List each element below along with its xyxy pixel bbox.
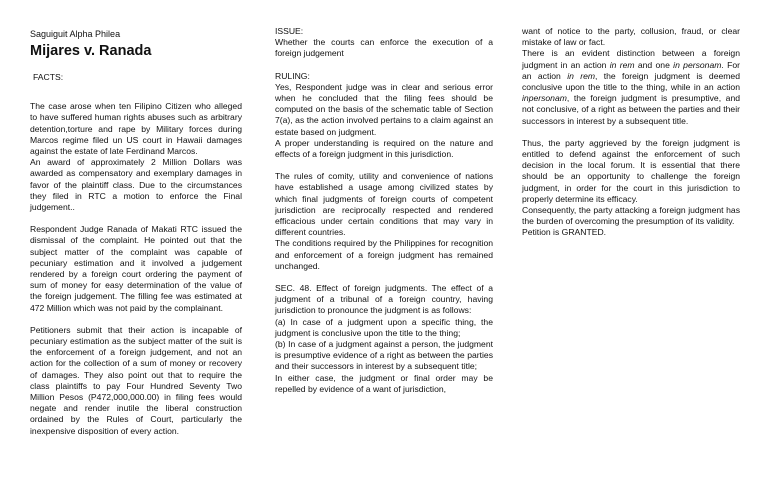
- section-48-b: (b) In case of a judgment against a person, the judgment is presumptive evidence of a right as between the parties and their successors in interest by a subsequent title;: [275, 339, 493, 372]
- ruling-paragraph-1: Yes, Respondent judge was in clear and serious error when he concluded that the filing fees should be computed on the basis of the schematic table of Section 7(a), as the action involved pertains to a claim against an estate based on judgment.: [275, 81, 493, 137]
- column-middle: [275, 26, 493, 395]
- section-48-c: In either case, the judgment or final order may be repelled by evidence of a want of jurisdiction,: [275, 372, 493, 394]
- ruling-paragraph-6: Consequently, the party attacking a foreign judgment has the burden of overcoming the presumption of its validity.: [522, 205, 740, 227]
- column-right: [522, 26, 740, 239]
- section-48-intro: SEC. 48. Effect of foreign judgments. The effect of a judgment of a tribunal of a foreign country, having jurisdiction to pronounce the judgment is as follows:: [275, 283, 493, 316]
- disposition: Petition is GRANTED.: [522, 227, 607, 238]
- issue-heading: ISSUE:: [275, 26, 304, 36]
- facts-paragraph-3: Respondent Judge Ranada of Makati RTC issued the dismissal of the complaint. He pointed out that the subject matter of the complaint was capable of pecuniary estimation and it involved a judgement rendered by a foreign court ordering the payment of sum of money for easy determination of the value of the foreign judgement. The filling fee was estimated at 472 Million which was not paid by the complainant.: [30, 224, 242, 313]
- ruling-heading: RULING:: [275, 70, 310, 81]
- facts-heading: FACTS:: [33, 72, 64, 82]
- column-left: [30, 26, 242, 437]
- section-48-continued: want of notice to the party, collusion, fraud, or clear mistake of law or fact.: [522, 26, 740, 48]
- section-48-a: (a) In case of a judgment upon a specific thing, the judgment is conclusive upon the title to the thing;: [275, 316, 493, 338]
- ruling-paragraph-3: The rules of comity, utility and convenience of nations have established a usage among civilized states by which final judgments of foreign courts of competent jurisdiction are reciprocally respected and rendered efficacious under certain conditions that may vary in different countries.: [275, 171, 493, 238]
- issue-text: Whether the courts can enforce the execution of a foreign judgement: [275, 37, 493, 59]
- author-name: Saguiguit Alpha Philea: [30, 29, 121, 39]
- ruling-paragraph-4: The conditions required by the Philippines for recognition and enforcement of a foreign judgment has remained unchanged.: [275, 238, 493, 271]
- facts-paragraph-2: An award of approximately 2 Million Dollars was awarded as compensatory and exemplary damages in favor of the plaintiff class. Due to the circumstances they filed in RTC a motion to enforce the Final judgement..: [30, 157, 242, 213]
- rem-personam-distinction: There is an evident distinction between a foreign judgment in an action in rem and one in personam. For an action in rem, the foreign judgment is deemed conclusive upon the title to the thing, while in an action inpersonam, the foreign judgment is presumptive, and not conclusive, of a right as between the parties and their successors in interest by a subsequent title.: [522, 48, 740, 126]
- case-title: Mijares v. Ranada: [30, 43, 152, 59]
- facts-paragraph-4: Petitioners submit that their action is incapable of pecuniary estimation as the subject matter of the suit is the enforcement of a foreign judgement, and not an action for the collection of a sum of money or recovery of damages. They also point out that to require the class plaintiffs to pay Four Hundred Seventy Two Million Pesos (P472,000,000.00) in filing fees would negate and render inutile the liberal construction ordained by the Rules of Court, particularly the inexpensive disposition of every action.: [30, 324, 242, 436]
- facts-paragraph-1: The case arose when ten Filipino Citizen who alleged to have suffered human rights abuses such as arbitrary detention,torture and rape by Military forces during Marcos regime filed un US court in Hawaii damages against the estate of late Ferdinand Marcos.: [30, 101, 242, 157]
- ruling-paragraph-5: Thus, the party aggrieved by the foreign judgment is entitled to defend against the enforcement of such decision in the local forum. It is essential that there should be an opportunity to challenge the foreign judgment, in order for the court in this jurisdiction to properly determine its efficacy.: [522, 137, 740, 204]
- ruling-paragraph-2: A proper understanding is required on the nature and effects of a foreign judgment in this jurisdiction.: [275, 137, 493, 160]
